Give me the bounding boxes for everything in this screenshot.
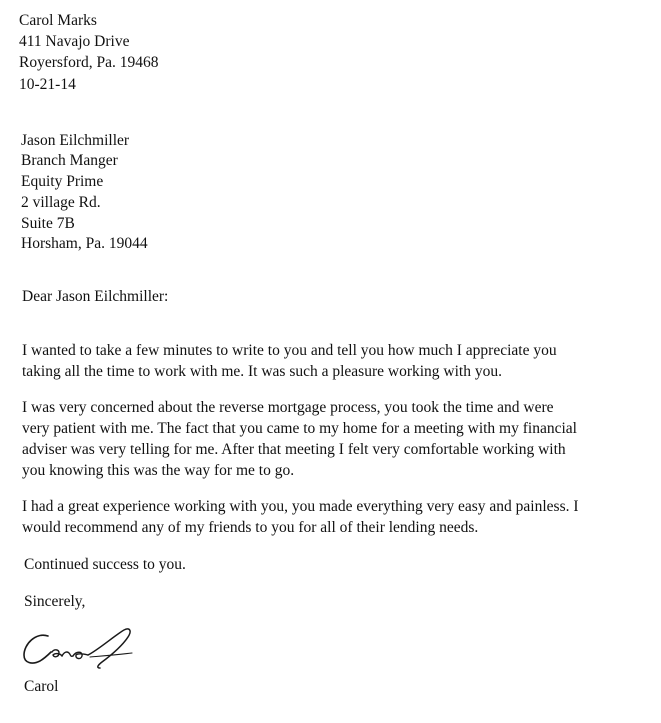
body-line: would recommend any of my friends to you for all of their lending needs. <box>22 519 479 536</box>
body-paragraph-4: Continued success to you. <box>24 556 186 573</box>
handwritten-signature <box>18 622 148 674</box>
recipient-suite: Suite 7B <box>21 215 75 232</box>
body-paragraph-3 <box>22 496 612 538</box>
recipient-name: Jason Eilchmiller <box>21 132 130 149</box>
letter-date: 10-21-14 <box>19 76 76 93</box>
body-paragraph-2 <box>22 397 612 481</box>
closing: Sincerely, <box>24 593 86 610</box>
body-line: you knowing this was the way for me to go. <box>22 462 295 479</box>
body-paragraph-1 <box>22 340 612 382</box>
recipient-city: Horsham, Pa. 19044 <box>21 235 148 252</box>
body-line: adviser was very telling for me. After that meeting I felt very comfortable working with <box>22 441 566 458</box>
recipient-title: Branch Manger <box>21 152 118 169</box>
body-line: taking all the time to work with me. It was such a pleasure working with you. <box>22 363 502 380</box>
sender-name: Carol Marks <box>19 12 97 29</box>
body-line: I had a great experience working with you, you made everything very easy and painless. I <box>22 498 579 515</box>
salutation: Dear Jason Eilchmiller: <box>22 288 169 305</box>
recipient-street: 2 village Rd. <box>21 194 101 211</box>
signed-name: Carol <box>24 678 59 695</box>
recipient-company: Equity Prime <box>21 173 104 190</box>
body-line: I wanted to take a few minutes to write to you and tell you how much I appreciate you <box>22 342 557 359</box>
body-line: very patient with me. The fact that you came to my home for a meeting with my financial <box>22 420 577 437</box>
sender-city: Royersford, Pa. 19468 <box>19 54 159 71</box>
sender-street: 411 Navajo Drive <box>19 33 130 50</box>
body-line: I was very concerned about the reverse mortgage process, you took the time and were <box>22 399 554 416</box>
